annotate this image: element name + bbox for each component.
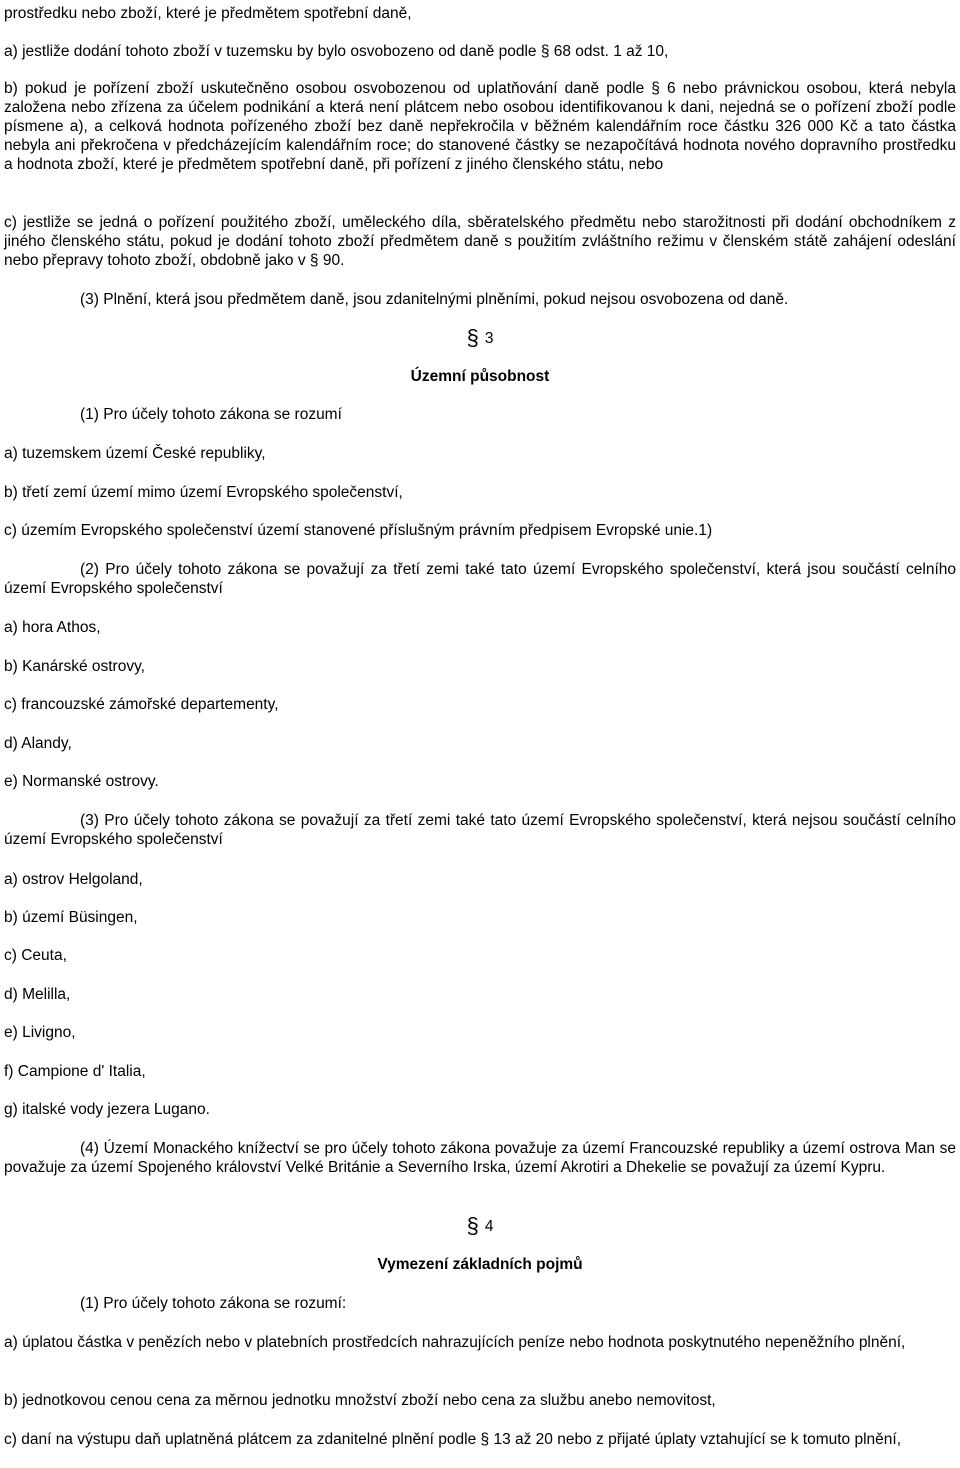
- list-item-ceuta: c) Ceuta,: [4, 947, 67, 964]
- list-item-a-exemption: a) jestliže dodání tohoto zboží v tuzemsku by bylo osvobozeno od daně podle § 68 odst. 1 až 10,: [4, 43, 669, 60]
- list-item-busingen: b) území Büsingen,: [4, 909, 138, 926]
- section-3-para-1: (1) Pro účely tohoto zákona se rozumí: [80, 406, 342, 423]
- section-3-para-4: (4) Území Monackého knížectví se pro účely tohoto zákona považuje za území Francouzské republiky a území ostrova Man se považuje za území Spojeného království Velké Británie a Severního Irska, území Akrotiri a Dhekelie se považují za území Kypru.: [4, 1140, 956, 1176]
- list-item-french-departments: c) francouzské zámořské departementy,: [4, 696, 279, 713]
- list-item-c-used-goods: c) jestliže se jedná o pořízení použitého zboží, uměleckého díla, sběratelského předmětu nebo starožitnosti při dodání obchodníkem z jiného členského státu, pokud je dodání tohoto zboží předmětem daně s použitím zvláštního režimu v členském státě zahájení odeslání nebo přepravy tohoto zboží, obdobně jako v § 90.: [4, 214, 956, 269]
- section-3-para-3: (3) Pro účely tohoto zákona se považují za třetí zemi také tato území Evropského společenství, která nejsou součástí celního území Evropského společenství: [4, 812, 956, 848]
- definition-consideration: a) úplatou částka v penězích nebo v platebních prostředcích nahrazujících peníze nebo hodnota poskytnutého nepeněžního plnění,: [4, 1334, 906, 1351]
- list-item-aland: d) Alandy,: [4, 735, 72, 752]
- section-sign: §: [466, 1213, 479, 1238]
- section-sign: §: [466, 325, 479, 350]
- list-item-channel-islands: e) Normanské ostrovy.: [4, 773, 159, 790]
- list-item-canary: b) Kanárské ostrovy,: [4, 658, 145, 675]
- paragraph-continuation: prostředku nebo zboží, které je předmětem spotřební daně,: [4, 5, 412, 22]
- list-item-melilla: d) Melilla,: [4, 986, 71, 1003]
- paragraph-3-taxable-supplies: (3) Plnění, která jsou předmětem daně, jsou zdanitelnými plněními, pokud nejsou osvobozena od daně.: [80, 291, 789, 308]
- definition-unit-price: b) jednotkovou cenou cena za měrnou jednotku množství zboží nebo cena za službu anebo nemovitost,: [4, 1392, 716, 1409]
- list-item-campione: f) Campione d' Italia,: [4, 1063, 146, 1080]
- list-item-helgoland: a) ostrov Helgoland,: [4, 871, 143, 888]
- section-3-para-2: (2) Pro účely tohoto zákona se považují za třetí zemi také tato území Evropského společenství, která jsou součástí celního území Evropského společenství: [4, 561, 956, 597]
- list-item-b-threshold: b) pokud je pořízení zboží uskutečněno osobou osvobozenou od uplatňování daně podle § 6 nebo právnickou osobou, která nebyla založena nebo zřízena za účelem podnikání a která není plátcem nebo osobou identifikovanou k dani, nejedná se o pořízení zboží podle písmene a), a celková hodnota pořízeného zboží bez daně nepřekročila v běžném kalendářním roce částku 326 000 Kč a tato částka nebyla ani překročena v předcházejícím kalendářním roce; do stanovené částky se nezapočítává hodnota nového dopravního prostředku a hodnota zboží, které je předmětem spotřební daně, při pořízení z jiného členského státu, nebo: [4, 80, 956, 173]
- section-4-number: § 4: [466, 1213, 494, 1238]
- section-3-title: Územní působnost: [410, 368, 550, 385]
- list-item-domestic: a) tuzemskem území České republiky,: [4, 445, 266, 462]
- section-4-para-1: (1) Pro účely tohoto zákona se rozumí:: [80, 1295, 347, 1312]
- definition-output-tax: c) daní na výstupu daň uplatněná plátcem za zdanitelné plnění podle § 13 až 20 nebo z přijaté úplaty vztahující se k tomuto plnění,: [4, 1431, 902, 1448]
- list-item-athos: a) hora Athos,: [4, 619, 101, 636]
- list-item-eu-territory: c) územím Evropského společenství území stanovené příslušným právním předpisem Evropské unie.1): [4, 522, 713, 539]
- section-3-number: § 3: [466, 325, 494, 350]
- section-4-title: Vymezení základních pojmů: [377, 1256, 583, 1273]
- list-item-third-country: b) třetí zemí území mimo území Evropského společenství,: [4, 484, 403, 501]
- list-item-livigno: e) Livigno,: [4, 1024, 76, 1041]
- list-item-lugano: g) italské vody jezera Lugano.: [4, 1101, 210, 1118]
